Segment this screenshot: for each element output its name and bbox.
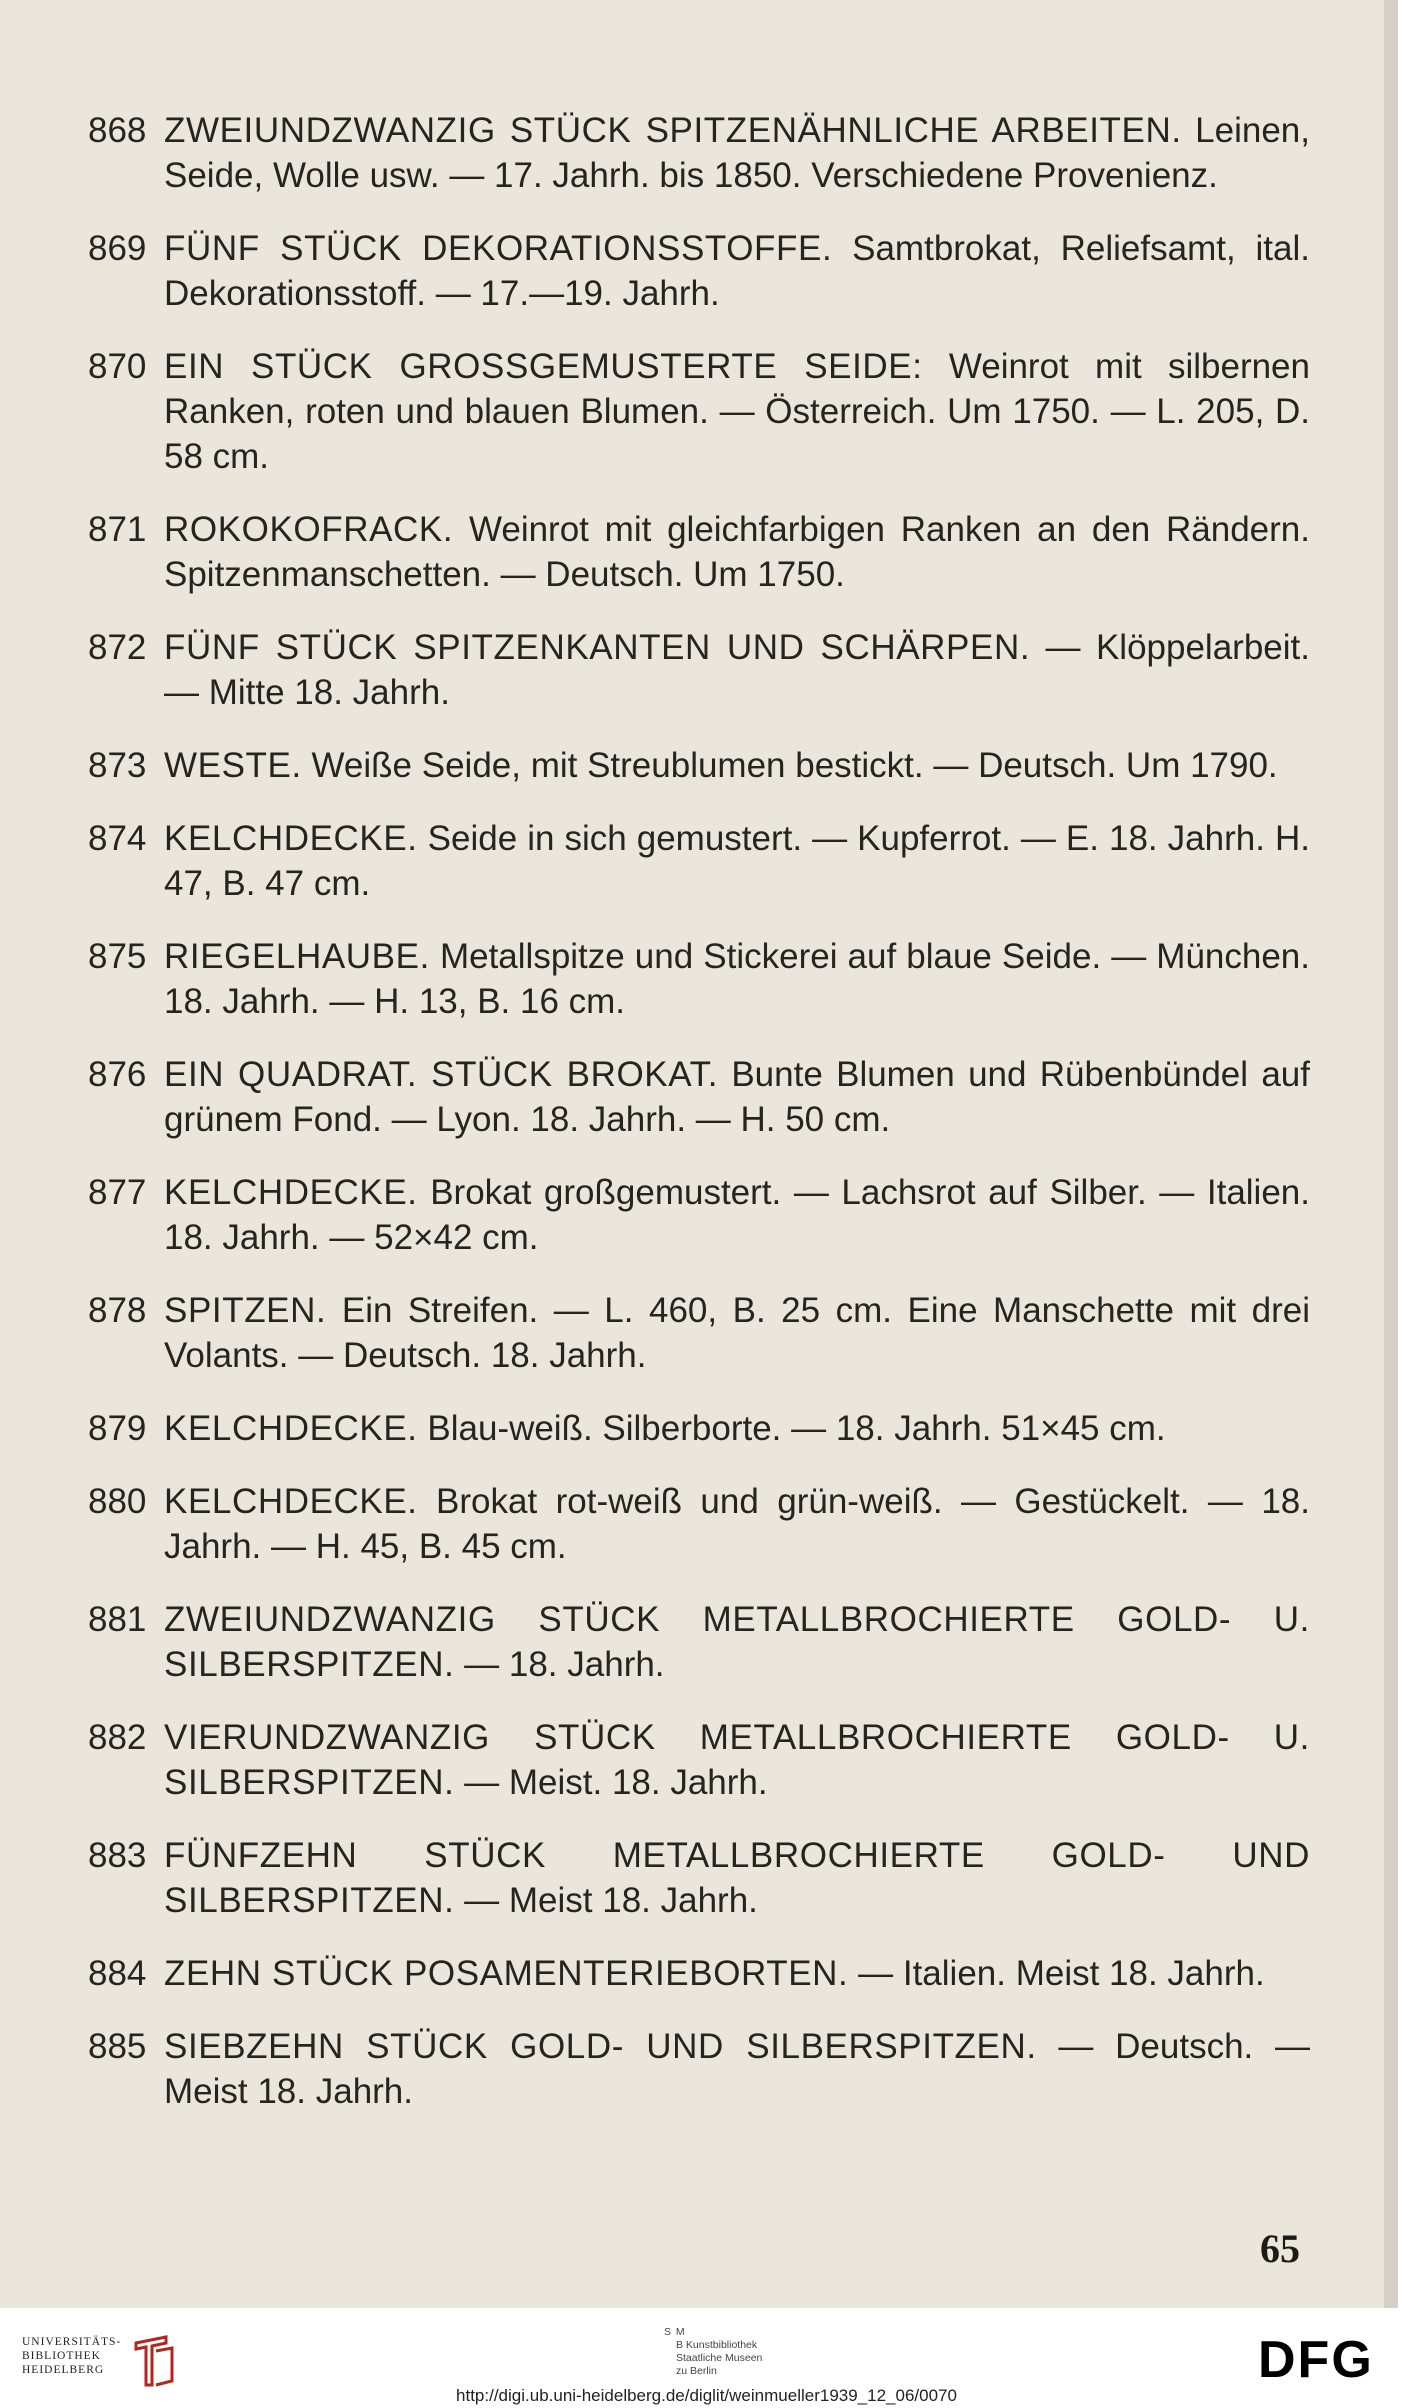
museum-name-line: zu Berlin — [676, 2365, 717, 2377]
catalog-entry-874 — [88, 816, 1310, 906]
lot-number: 869 — [88, 229, 147, 268]
lot-number: 884 — [88, 1954, 147, 1993]
entry-title: KELCHDECKE. — [164, 1409, 418, 1448]
catalog-entry-873 — [88, 743, 1310, 788]
entry-title: EIN QUADRAT. STÜCK BROKAT. — [164, 1055, 719, 1094]
entry-text — [164, 2024, 1310, 2114]
permalink-url[interactable]: http://digi.ub.uni-heidelberg.de/diglit/weinmueller1939_12_06/0070 — [456, 2386, 957, 2405]
lot-number: 868 — [88, 111, 147, 150]
catalog-entry-875 — [88, 934, 1310, 1024]
entry-description: — Meist. 18. Jahrh. — [464, 1763, 768, 1802]
lot-number: 880 — [88, 1482, 147, 1521]
catalog-entry-869 — [88, 226, 1310, 316]
museum-name-line: Staatliche Museen — [676, 2352, 763, 2364]
catalog-entry-878 — [88, 1288, 1310, 1378]
catalog-entry-880 — [88, 1479, 1310, 1569]
entry-description: Metallspitze und Stickerei auf blaue Seide. — München. 18. Jahrh. — H. 13, B. 16 cm. — [164, 937, 1310, 1021]
entry-text — [164, 816, 1310, 906]
viewer-footer — [0, 2308, 1413, 2408]
catalog-entry-884 — [88, 1951, 1310, 1996]
entry-text — [164, 1597, 1310, 1687]
catalog-entry-868 — [88, 108, 1310, 198]
catalog-entry-883 — [88, 1833, 1310, 1923]
entry-text — [164, 1479, 1310, 1569]
library-name-line: HEIDELBERG — [22, 2364, 105, 2376]
entry-description: Leinen, Seide, Wolle usw. — 17. Jahrh. bis 1850. Verschiedene Provenienz. — [164, 111, 1310, 195]
entry-text — [164, 1406, 1310, 1451]
entry-text — [164, 226, 1310, 316]
museum-name-line: B Kunstbibliothek — [676, 2339, 758, 2351]
entry-description: — Klöppelarbeit. — Mitte 18. Jahrh. — [164, 628, 1310, 712]
lot-number: 883 — [88, 1836, 147, 1875]
lot-number: 877 — [88, 1173, 147, 1212]
museum-monogram: S M — [664, 2326, 686, 2338]
lot-number: 870 — [88, 347, 147, 386]
entry-text — [164, 1715, 1310, 1805]
catalog-entry-870 — [88, 344, 1310, 479]
entry-title: WESTE. — [164, 746, 302, 785]
lot-number: 881 — [88, 1600, 147, 1639]
catalog-entry-877 — [88, 1170, 1310, 1260]
entry-description: Ein Streifen. — L. 460, B. 25 cm. Eine Manschette mit drei Volants. — Deutsch. 18. Jahrh. — [164, 1291, 1310, 1375]
entry-text — [164, 934, 1310, 1024]
library-name-line: UNIVERSITÄTS- — [22, 2336, 122, 2348]
entry-title: RIEGELHAUBE. — [164, 937, 430, 976]
entry-title: SIEBZEHN STÜCK GOLD- UND SILBERSPITZEN. — [164, 2027, 1037, 2066]
entry-title: ZEHN STÜCK POSAMENTERIEBORTEN. — [164, 1954, 849, 1993]
entry-description: Bunte Blumen und Rübenbündel auf grünem Fond. — Lyon. 18. Jahrh. — H. 50 cm. — [164, 1055, 1310, 1139]
library-name — [22, 2335, 121, 2377]
entry-text — [164, 1951, 1310, 1996]
entry-description: Blau-weiß. Silberborte. — 18. Jahrh. 51×45 cm. — [427, 1409, 1166, 1448]
lot-number: 873 — [88, 746, 147, 785]
entry-description: Weinrot mit gleichfarbigen Ranken an den Rändern. Spitzenmanschetten. — Deutsch. Um 1750. — [164, 510, 1310, 594]
lot-number: 876 — [88, 1055, 147, 1094]
entry-title: VIERUNDZWANZIG STÜCK METALLBROCHIERTE GOLD- U. SILBERSPITZEN. — [164, 1718, 1310, 1802]
entry-title: FÜNF STÜCK SPITZENKANTEN UND SCHÄRPEN. — [164, 628, 1031, 667]
lot-number: 882 — [88, 1718, 147, 1757]
entry-title: ROKOKOFRACK. — [164, 510, 454, 549]
catalog-entry-881 — [88, 1597, 1310, 1687]
lot-number: 872 — [88, 628, 147, 667]
entry-text — [164, 344, 1310, 479]
entry-text — [164, 625, 1310, 715]
entry-description: Seide in sich gemustert. — Kupferrot. — E. 18. Jahrh. H. 47, B. 47 cm. — [164, 819, 1310, 903]
entry-title: FÜNFZEHN STÜCK METALLBROCHIERTE GOLD- UND SILBERSPITZEN. — [164, 1836, 1310, 1920]
catalog-entry-882 — [88, 1715, 1310, 1805]
lot-number: 871 — [88, 510, 147, 549]
entry-description: Weiße Seide, mit Streublumen bestickt. — Deutsch. Um 1790. — [311, 746, 1278, 785]
entry-title: ZWEIUNDZWANZIG STÜCK METALLBROCHIERTE GOLD- U. SILBERSPITZEN. — [164, 1600, 1310, 1684]
entry-text — [164, 507, 1310, 597]
entry-title: SPITZEN. — [164, 1291, 327, 1330]
entry-description: Samtbrokat, Reliefsamt, ital. Dekorationsstoff. — 17.—19. Jahrh. — [164, 229, 1310, 313]
entry-title: FÜNF STÜCK DEKORATIONSSTOFFE. — [164, 229, 833, 268]
museum-credit — [664, 2326, 844, 2378]
lot-number: 885 — [88, 2027, 147, 2066]
lot-number: 874 — [88, 819, 147, 858]
entry-description: — 18. Jahrh. — [464, 1645, 665, 1684]
entry-title: KELCHDECKE. — [164, 819, 418, 858]
entry-text — [164, 1170, 1310, 1260]
lot-number: 875 — [88, 937, 147, 976]
catalog-entry-885 — [88, 2024, 1310, 2114]
library-name-line: BIBLIOTHEK — [22, 2350, 101, 2362]
entry-title: KELCHDECKE. — [164, 1173, 418, 1212]
page-number: 65 — [1260, 2226, 1300, 2271]
entry-title: ZWEIUNDZWANZIG STÜCK SPITZENÄHNLICHE ARBEITEN. — [164, 111, 1182, 150]
entry-description: — Italien. Meist 18. Jahrh. — [858, 1954, 1265, 1993]
catalog-entry-872 — [88, 625, 1310, 715]
catalog-entry-876 — [88, 1052, 1310, 1142]
entry-title: EIN STÜCK GROSSGEMUSTERTE SEIDE: — [164, 347, 923, 386]
entry-text — [164, 743, 1310, 788]
entry-description: — Deutsch. — Meist 18. Jahrh. — [164, 2027, 1310, 2111]
library-emblem-icon — [130, 2333, 178, 2389]
entry-description: Weinrot mit silbernen Ranken, roten und blauen Blumen. — Österreich. Um 1750. — L. 205, D. 58 cm. — [164, 347, 1310, 476]
entry-description: Brokat großgemustert. — Lachsrot auf Silber. — Italien. 18. Jahrh. — 52×42 cm. — [164, 1173, 1310, 1257]
catalog-entry-879 — [88, 1406, 1310, 1451]
entry-description: — Meist 18. Jahrh. — [464, 1881, 758, 1920]
lot-number: 878 — [88, 1291, 147, 1330]
catalog-entry-871 — [88, 507, 1310, 597]
entry-description: Brokat rot-weiß und grün-weiß. — Gestückelt. — 18. Jahrh. — H. 45, B. 45 cm. — [164, 1482, 1310, 1566]
dfg-logo[interactable]: DFG — [1258, 2331, 1374, 2389]
entry-text — [164, 1052, 1310, 1142]
entry-text — [164, 108, 1310, 198]
university-library-logo[interactable] — [22, 2333, 182, 2388]
lot-number: 879 — [88, 1409, 147, 1448]
entry-text — [164, 1833, 1310, 1923]
entry-text — [164, 1288, 1310, 1378]
entry-title: KELCHDECKE. — [164, 1482, 418, 1521]
